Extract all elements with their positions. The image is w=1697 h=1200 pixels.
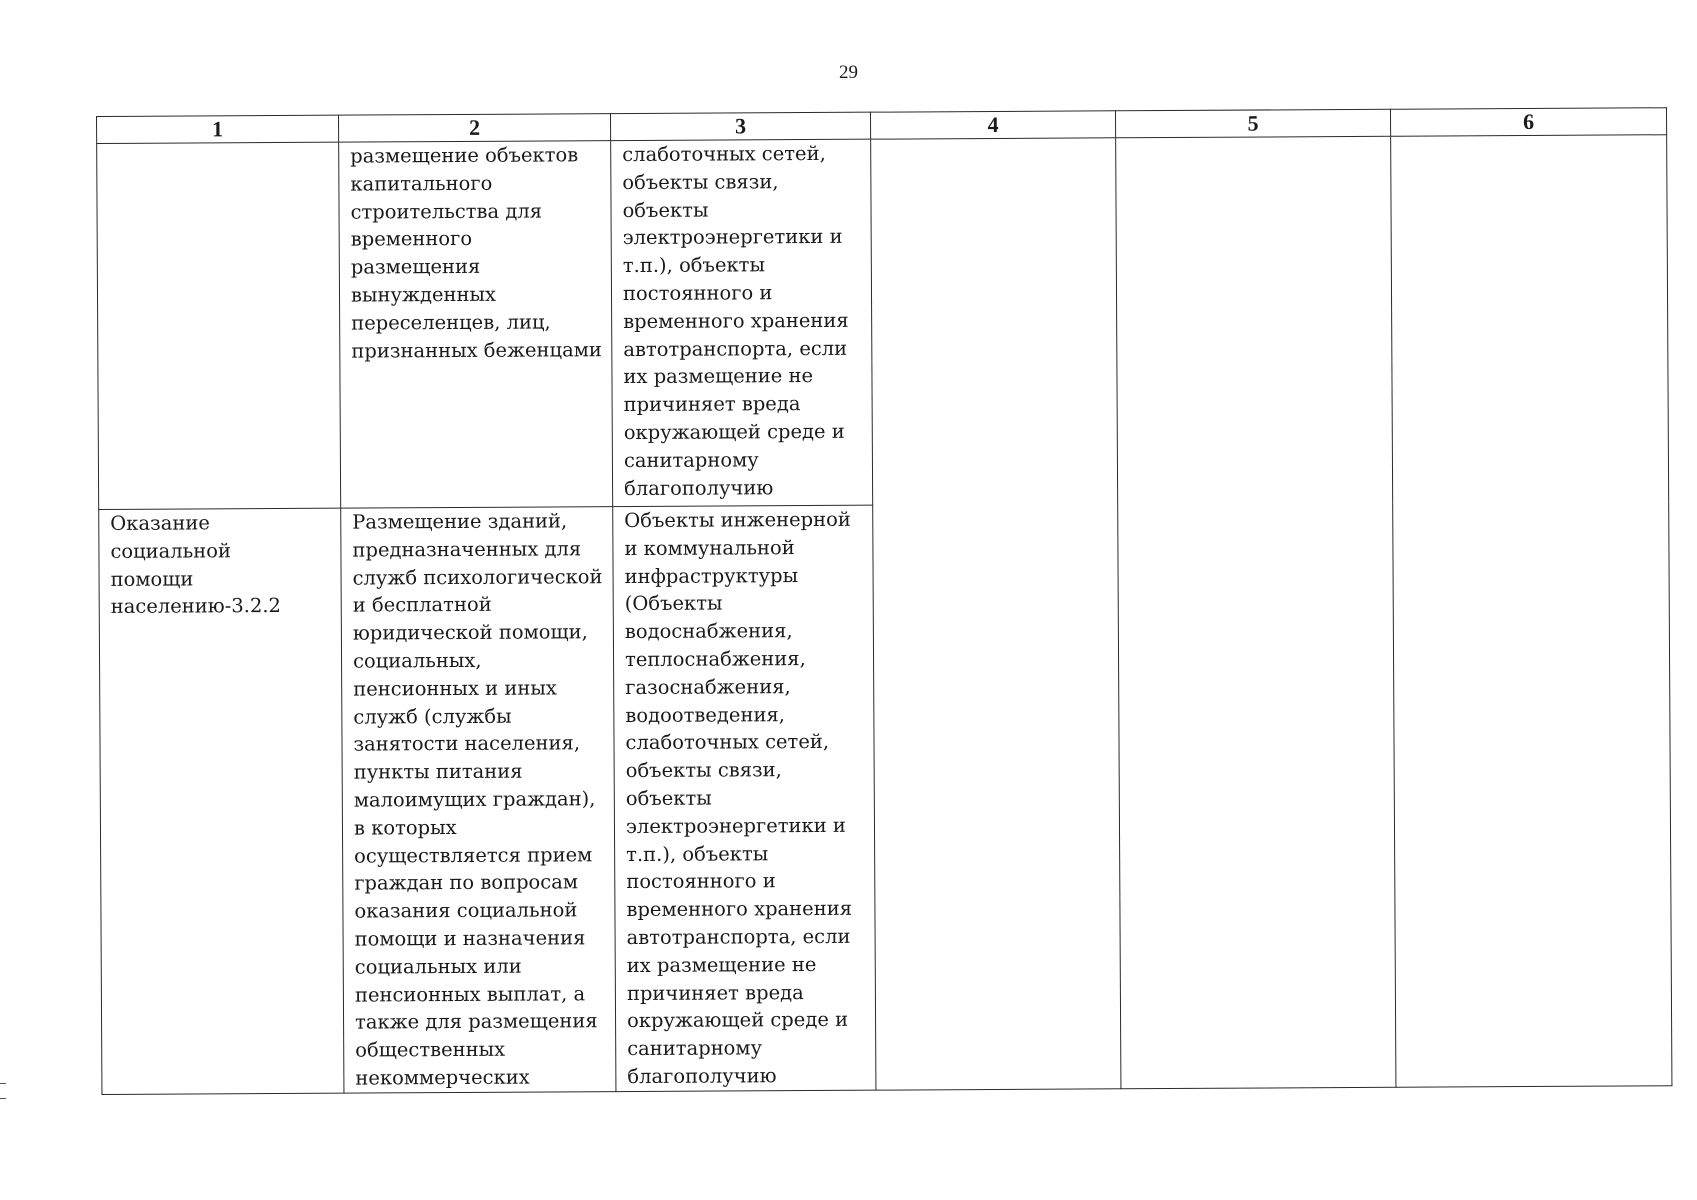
cell-text: слаботочных сетей, объекты связи, объекты электроэнергетики и т.п.), объекты постоянного и временного хранения автотранспорта, если их размещение не причиняет вреда окружающей среде и санитарному благополучию — [622, 141, 849, 500]
table-cell-empty — [1118, 502, 1396, 1088]
zoning-table — [96, 107, 1672, 1094]
cell-text — [108, 143, 330, 144]
table-cell — [97, 142, 341, 509]
column-header-4: 4 — [870, 111, 1115, 139]
table-cell — [613, 505, 876, 1091]
column-header-5: 5 — [1115, 109, 1390, 138]
column-header-6: 6 — [1390, 108, 1666, 137]
table-cell-empty — [1393, 501, 1672, 1087]
table-cell-empty — [1391, 135, 1669, 503]
cell-text: размещение объектов капитального строительства для временного размещения вынужденных переселенцев, лиц, признанных беженцами — [350, 143, 602, 363]
table-cell — [99, 508, 344, 1094]
scan-margin-mark — [0, 1083, 6, 1099]
table-row — [97, 135, 1669, 510]
column-header-3: 3 — [610, 112, 870, 140]
table-cell — [339, 141, 613, 509]
cell-text: Оказание социальной помощи населению-3.2.2 — [110, 511, 281, 619]
table-cell-empty — [1116, 136, 1393, 504]
table-cell-empty — [871, 138, 1118, 505]
table-cell — [341, 507, 616, 1093]
column-header-2: 2 — [338, 114, 610, 143]
page-number: 29 — [839, 62, 858, 83]
column-header-1: 1 — [97, 115, 339, 143]
table-cell — [611, 139, 873, 506]
cell-text: Размещение зданий, предназначенных для служб психологической и бесплатной юридической помощи, социальных, пенсионных и иных служб (службы занятости населения, пункты питания малоимущих граждан), в которых осуществляется прием граждан по вопросам оказания социальной помощи и назначения социальных или пенсионных выплат, а также для размещения общественных некоммерческих — [352, 509, 603, 1090]
table-row — [99, 501, 1672, 1094]
table-cell-empty — [873, 504, 1121, 1090]
cell-text: Объекты инженерной и коммунальной инфраструктуры (Объекты водоснабжения, теплоснабжения, газоснабжения, водоотведения, слаботочных сетей, объекты связи, объекты электроэнергетики и т.п.), объекты постоянного и временного хранения автотранспорта, если их размещение не причиняет вреда окружающей среде и санитарному благополучию — [624, 507, 853, 1088]
